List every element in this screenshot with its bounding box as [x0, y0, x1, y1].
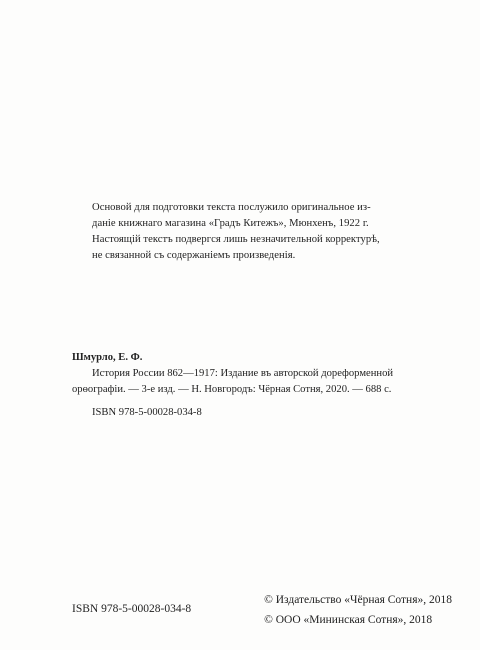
- catalog-author: Шмурло, Е. Ф.: [72, 352, 143, 363]
- catalog-description-line-1: История России 862—1917: Издание въ авторской дореформенной: [92, 368, 394, 379]
- copyright-block: [264, 590, 452, 630]
- source-note: [92, 200, 442, 264]
- footer-isbn: ISBN 978-5-00028-034-8: [72, 603, 192, 615]
- source-note-line-3: Настоящій текстъ подвергся лишь незначительной корректурѣ,: [92, 234, 380, 245]
- source-note-line-2: даніе книжнаго магазина «Градъ Китежъ», Мюнхенъ, 1922 г.: [92, 218, 369, 229]
- catalog-description-line-2: орѳографіи. — 3-е изд. — Н. Новгородъ: Чёрная Сотня, 2020. — 688 с.: [72, 384, 392, 395]
- copyright-publisher: © Издательство «Чёрная Сотня», 2018: [264, 594, 452, 606]
- catalog-record: [72, 350, 452, 421]
- source-note-line-1: Основой для подготовки текста послужило оригинальное из-: [92, 202, 371, 213]
- source-note-line-4: не связанной съ содержаніемъ произведенія.: [92, 250, 296, 261]
- catalog-isbn: ISBN 978-5-00028-034-8: [92, 407, 202, 418]
- copyright-company: © ООО «Мининская Сотня», 2018: [264, 614, 433, 626]
